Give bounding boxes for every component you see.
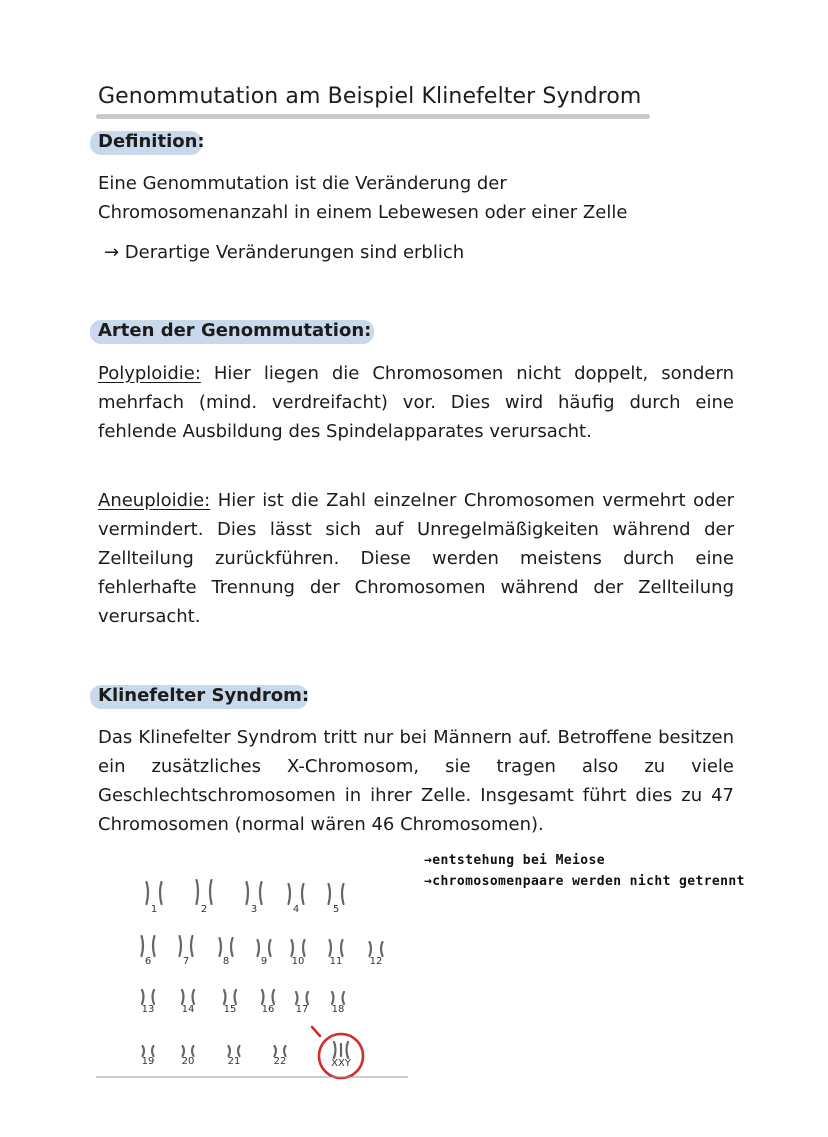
arten-heading: Arten der Genommutation: [98,320,372,341]
chromosome-1-2 [160,882,162,904]
handwritten-note-2: →chromosomenpaare werden nicht getrennt [424,874,745,889]
chromosome-16-1 [262,990,264,1004]
chromosome-label-7: 7 [182,956,190,967]
chromosome-7-1 [180,936,182,956]
chromosome-22-1 [275,1046,277,1056]
karyotype-figure [96,850,416,1082]
chromosome-12-2 [381,942,383,956]
chromosome-9-1 [258,940,260,956]
chromosome-11-2 [341,940,343,956]
chromosome-5-1 [329,884,331,904]
chromosome-15-1 [224,990,226,1004]
chromosome-label-5: 5 [332,904,340,915]
chromosome-21-2 [238,1046,240,1056]
polyploidie-paragraph [98,359,734,446]
chromosome-xxy-2 [347,1042,349,1058]
handwritten-note-1: →entstehung bei Meiose [424,853,605,868]
chromosome-1-1 [147,882,149,904]
polyploidie-term: Polyploidie: [98,363,201,384]
chromosome-2-1 [197,880,199,904]
aneuploidie-paragraph [98,486,734,631]
definition-line-2: Chromosomenanzahl in einem Lebewesen oder einer Zelle [98,202,628,223]
chromosome-label-22: 22 [273,1056,287,1067]
chromosome-14-1 [182,990,184,1004]
chromosome-17-2 [307,992,309,1004]
chromosome-label-2: 2 [200,904,208,915]
chromosome-label-13: 13 [141,1004,155,1015]
chromosome-8-1 [220,938,222,956]
chromosome-label-3: 3 [250,904,258,915]
chromosome-6-1 [142,936,144,956]
aneuploidie-term: Aneuploidie: [98,490,211,511]
klinefelter-paragraph: Das Klinefelter Syndrom tritt nur bei Männern auf. Betroffene besitzen ein zusätzliches X-Chromosom, sie tragen also zu viele Geschlechtschromosomen in ihrer Zelle. Insgesamt führt dies zu 47 Chromosomen (normal wären 46 Chromosomen). [98,727,734,835]
chromosome-18-2 [343,992,345,1004]
chromosome-12-1 [370,942,372,956]
chromosome-11-1 [330,940,332,956]
chromosome-16-2 [273,990,275,1004]
chromosome-label-4: 4 [292,904,300,915]
chromosome-2-2 [210,880,212,904]
chromosome-label-20: 20 [181,1056,195,1067]
chromosome-20-2 [192,1046,194,1056]
chromosome-14-2 [193,990,195,1004]
chromosome-22-2 [284,1046,286,1056]
title-underline [96,114,650,119]
aneuploidie-text: Hier ist die Zahl einzelner Chromosomen vermehrt oder vermindert. Dies lässt sich auf Unregelmäßigkeiten während der Zellteilung zurückführen. Diese werden meistens durch eine fehlerhafte Trennung der Chromosomen während der Zellteilung verursacht. [98,490,734,627]
chromosome-xxy-1 [334,1042,336,1058]
chromosome-label-8: 8 [222,956,230,967]
chromosome-21-1 [229,1046,231,1056]
definition-note: → Derartige Veränderungen sind erblich [104,242,465,263]
chromosome-10-1 [292,940,294,956]
definition-heading: Definition: [98,131,205,152]
chromosome-19-1 [143,1046,145,1056]
chromosome-19-2 [152,1046,154,1056]
polyploidie-text: Hier liegen die Chromosomen nicht doppelt, sondern mehrfach (mind. verdreifacht) vor. Dies wird häufig durch eine fehlende Ausbildung des Spindelapparates verursacht. [98,363,734,442]
klinefelter-heading: Klinefelter Syndrom: [98,685,310,706]
chromosome-6-2 [153,936,155,956]
chromosome-label-11: 11 [329,956,343,967]
chromosome-label-18: 18 [331,1004,345,1015]
chromosome-3-2 [260,882,262,904]
chromosome-17-1 [296,992,298,1004]
chromosome-3-1 [247,882,249,904]
chromosome-label-17: 17 [295,1004,309,1015]
chromosome-label-14: 14 [181,1004,195,1015]
chromosome-label-xxy: XXY [331,1058,351,1069]
chromosome-label-1: 1 [150,904,158,915]
chromosome-7-2 [191,936,193,956]
chromosome-15-2 [235,990,237,1004]
chromosome-label-19: 19 [141,1056,155,1067]
chromosome-4-2 [302,884,304,904]
chromosome-label-9: 9 [260,956,268,967]
definition-line-1: Eine Genommutation ist die Veränderung der [98,173,507,194]
chromosome-5-2 [342,884,344,904]
chromosome-label-10: 10 [291,956,305,967]
chromosome-label-6: 6 [144,956,152,967]
chromosome-13-1 [142,990,144,1004]
chromosome-9-2 [269,940,271,956]
chromosome-20-1 [183,1046,185,1056]
chromosome-label-15: 15 [223,1004,237,1015]
chromosome-4-1 [289,884,291,904]
page-title: Genommutation am Beispiel Klinefelter Syndrom [98,84,642,109]
chromosome-label-16: 16 [261,1004,275,1015]
chromosome-18-1 [332,992,334,1004]
chromosome-label-21: 21 [227,1056,241,1067]
xxy-pointer-mark [312,1027,320,1036]
chromosome-label-12: 12 [369,956,383,967]
chromosome-8-2 [231,938,233,956]
chromosome-13-2 [153,990,155,1004]
chromosome-10-2 [303,940,305,956]
